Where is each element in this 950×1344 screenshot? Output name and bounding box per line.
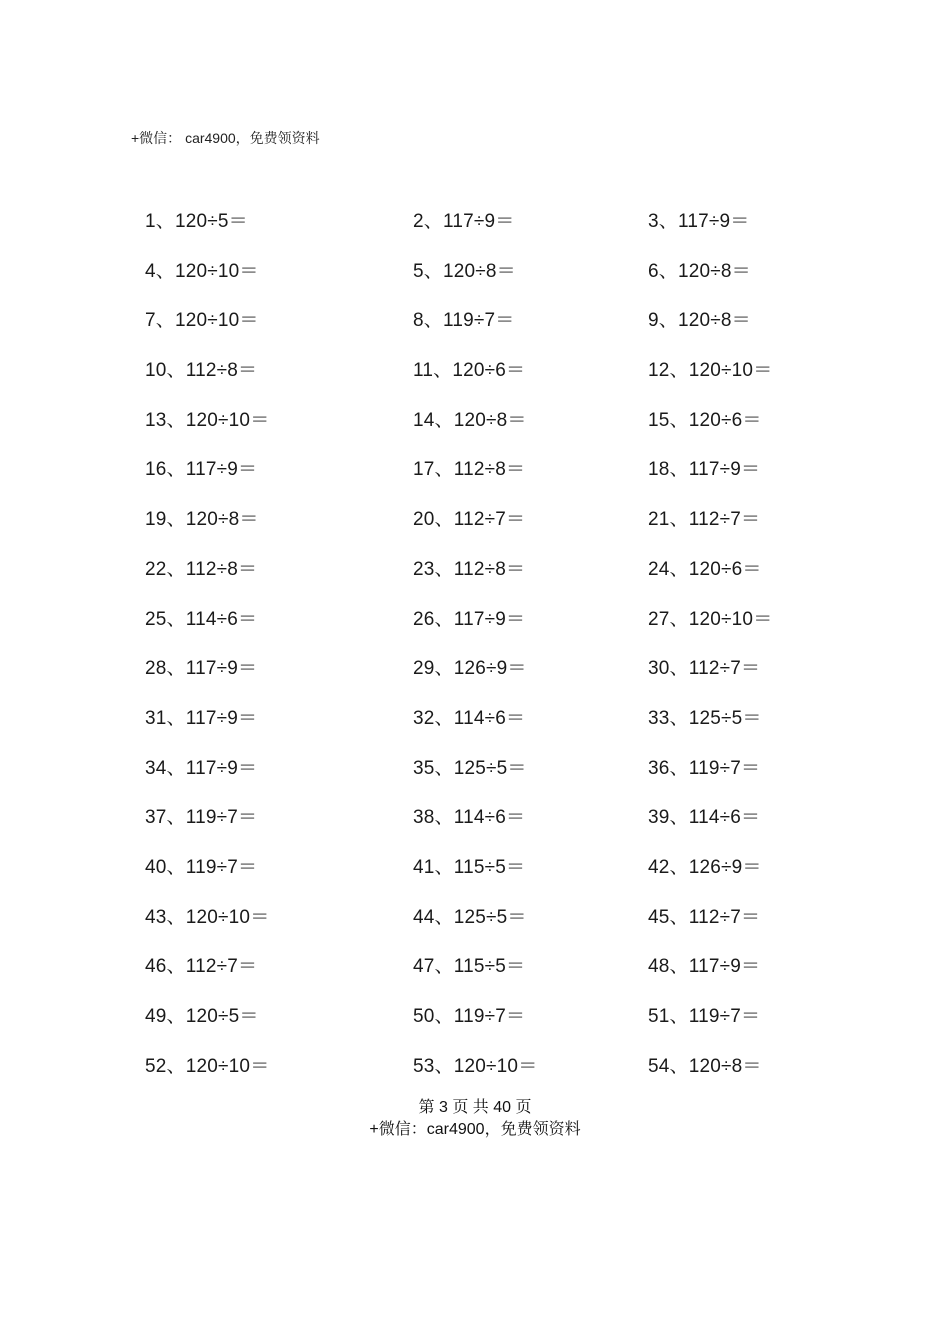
problem-43: 43、120÷10＝: [145, 906, 270, 928]
problem-39: 39、114÷6＝: [648, 807, 761, 829]
problem-37: 37、119÷7＝: [145, 807, 258, 829]
problem-50: 50、119÷7＝: [413, 1006, 526, 1027]
footer-note: +微信：car4900，免费领资料: [369, 1121, 581, 1138]
problem-10: 10、112÷8＝: [145, 360, 258, 382]
problem-27: 27、120÷10＝: [648, 608, 773, 630]
problem-41: 41、115÷5＝: [413, 856, 526, 878]
problem-5: 5、120÷8＝: [413, 260, 516, 282]
problem-51: 51、119÷7＝: [648, 1006, 761, 1027]
problem-2: 2、117÷9＝: [413, 211, 515, 232]
problem-54: 54、120÷8＝: [648, 1055, 762, 1077]
problem-29: 29、126÷9＝: [413, 658, 527, 680]
problem-49: 49、120÷5＝: [145, 1006, 259, 1027]
problem-9: 9、120÷8＝: [648, 310, 751, 332]
problem-44: 44、125÷5＝: [413, 906, 527, 928]
problem-21: 21、112÷7＝: [648, 509, 761, 531]
problem-16: 16、117÷9＝: [145, 459, 258, 481]
problem-24: 24、120÷6＝: [648, 558, 762, 580]
problem-6: 6、120÷8＝: [648, 260, 751, 282]
problem-26: 26、117÷9＝: [413, 608, 526, 630]
problem-48: 48、117÷9＝: [648, 956, 761, 978]
problem-46: 46、112÷7＝: [145, 956, 258, 978]
problem-34: 34、117÷9＝: [145, 757, 258, 779]
problem-25: 25、114÷6＝: [145, 608, 258, 630]
problem-18: 18、117÷9＝: [648, 459, 761, 481]
problem-1: 1、120÷5＝: [145, 211, 248, 232]
problem-14: 14、120÷8＝: [413, 409, 527, 431]
problem-20: 20、112÷7＝: [413, 509, 526, 531]
problem-38: 38、114÷6＝: [413, 807, 526, 829]
problem-31: 31、117÷9＝: [145, 707, 258, 729]
problem-52: 52、120÷10＝: [145, 1055, 270, 1077]
problem-40: 40、119÷7＝: [145, 856, 258, 878]
problem-11: 11、120÷6＝: [413, 360, 526, 382]
problem-36: 36、119÷7＝: [648, 757, 761, 779]
problem-30: 30、112÷7＝: [648, 658, 761, 680]
problem-13: 13、120÷10＝: [145, 409, 270, 431]
problem-35: 35、125÷5＝: [413, 757, 527, 779]
problem-grid: [145, 206, 845, 1100]
problem-8: 8、119÷7＝: [413, 310, 515, 332]
page-number: 第 3 页 共 40 页: [418, 1099, 532, 1116]
problem-15: 15、120÷6＝: [648, 409, 762, 431]
problem-47: 47、115÷5＝: [413, 956, 526, 978]
problem-3: 3、117÷9＝: [648, 211, 750, 232]
problem-12: 12、120÷10＝: [648, 360, 773, 382]
problem-32: 32、114÷6＝: [413, 707, 526, 729]
problem-45: 45、112÷7＝: [648, 906, 761, 928]
problem-23: 23、112÷8＝: [413, 558, 526, 580]
problem-4: 4、120÷10＝: [145, 260, 259, 282]
problem-28: 28、117÷9＝: [145, 658, 258, 680]
problem-33: 33、125÷5＝: [648, 707, 762, 729]
problem-53: 53、120÷10＝: [413, 1055, 538, 1077]
problem-7: 7、120÷10＝: [145, 310, 259, 332]
problem-42: 42、126÷9＝: [648, 856, 762, 878]
header-note: +微信： car4900，免费领资料: [131, 130, 320, 146]
page-footer: [0, 1097, 950, 1141]
problem-19: 19、120÷8＝: [145, 509, 259, 531]
problem-17: 17、112÷8＝: [413, 459, 526, 481]
problem-22: 22、112÷8＝: [145, 558, 258, 580]
